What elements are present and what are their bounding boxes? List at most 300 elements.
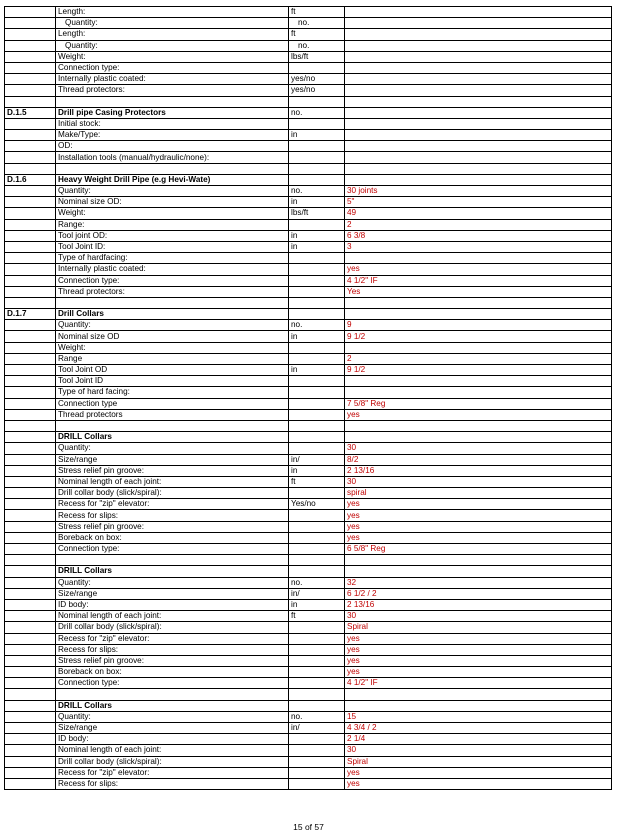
item-label-cell: Make/Type: [56, 130, 289, 141]
value-cell: 3 [345, 241, 612, 252]
value-cell [345, 420, 612, 431]
unit-cell [289, 163, 345, 174]
section-number-cell [5, 342, 56, 353]
section-number-cell [5, 655, 56, 666]
section-number-cell [5, 667, 56, 678]
item-label-cell: Thread protectors: [56, 85, 289, 96]
value-cell [345, 141, 612, 152]
value-cell [345, 309, 612, 320]
item-label-cell: Nominal length of each joint: [56, 745, 289, 756]
section-number-cell [5, 711, 56, 722]
section-number-cell [5, 745, 56, 756]
value-cell [345, 700, 612, 711]
unit-cell: in [289, 331, 345, 342]
value-cell: 15 [345, 711, 612, 722]
value-cell: 6 3/8 [345, 230, 612, 241]
section-number-cell [5, 51, 56, 62]
section-number-cell [5, 678, 56, 689]
value-cell: yes [345, 521, 612, 532]
unit-cell [289, 443, 345, 454]
item-label-cell: Initial stock: [56, 118, 289, 129]
table-row [5, 577, 612, 588]
unit-cell: ft [289, 29, 345, 40]
table-row [5, 163, 612, 174]
value-cell [345, 62, 612, 73]
table-row [5, 331, 612, 342]
table-row [5, 633, 612, 644]
item-label-cell: Weight: [56, 342, 289, 353]
section-number-cell [5, 454, 56, 465]
item-label-cell: ID body: [56, 599, 289, 610]
item-label-cell: Stress relief pin groove: [56, 465, 289, 476]
unit-cell [289, 152, 345, 163]
item-label-cell [56, 297, 289, 308]
table-row [5, 767, 612, 778]
item-label-cell: Length: [56, 7, 289, 18]
section-number-cell [5, 18, 56, 29]
table-row [5, 219, 612, 230]
unit-cell [289, 689, 345, 700]
unit-cell: lbs/ft [289, 208, 345, 219]
table-row [5, 40, 612, 51]
section-number-cell [5, 476, 56, 487]
unit-cell [289, 700, 345, 711]
item-label-cell: DRILL Collars [56, 566, 289, 577]
unit-cell [289, 432, 345, 443]
specification-table-body [5, 7, 612, 790]
value-cell [345, 51, 612, 62]
section-number-cell [5, 778, 56, 789]
table-row [5, 51, 612, 62]
item-label-cell [56, 420, 289, 431]
value-cell: 5" [345, 197, 612, 208]
item-label-cell: Weight: [56, 208, 289, 219]
value-cell: yes [345, 409, 612, 420]
value-cell: Spiral [345, 622, 612, 633]
item-label-cell: Nominal length of each joint: [56, 611, 289, 622]
table-row [5, 74, 612, 85]
table-row [5, 566, 612, 577]
value-cell [345, 566, 612, 577]
table-row [5, 18, 612, 29]
table-row [5, 398, 612, 409]
unit-cell [289, 219, 345, 230]
section-number-cell [5, 7, 56, 18]
item-label-cell: Connection type [56, 398, 289, 409]
table-row [5, 286, 612, 297]
table-row [5, 29, 612, 40]
unit-cell: in/ [289, 454, 345, 465]
unit-cell: lbs/ft [289, 51, 345, 62]
table-row [5, 443, 612, 454]
unit-cell: Yes/no [289, 499, 345, 510]
item-label-cell: Quantity: [56, 18, 289, 29]
section-number-cell: D.1.7 [5, 309, 56, 320]
unit-cell [289, 488, 345, 499]
value-cell: 2 1/4 [345, 734, 612, 745]
value-cell: 4 1/2" IF [345, 678, 612, 689]
table-row [5, 689, 612, 700]
section-number-cell [5, 532, 56, 543]
section-number-cell [5, 409, 56, 420]
value-cell: yes [345, 655, 612, 666]
section-number-cell [5, 186, 56, 197]
item-label-cell: Thread protectors: [56, 286, 289, 297]
item-label-cell: Range [56, 353, 289, 364]
item-label-cell: Heavy Weight Drill Pipe (e.g Hevi-Wate) [56, 174, 289, 185]
table-row [5, 622, 612, 633]
unit-cell [289, 745, 345, 756]
unit-cell [289, 544, 345, 555]
section-number-cell [5, 286, 56, 297]
item-label-cell: Recess for slips: [56, 778, 289, 789]
table-row [5, 118, 612, 129]
item-label-cell: Recess for slips: [56, 644, 289, 655]
table-row [5, 723, 612, 734]
unit-cell: no. [289, 107, 345, 118]
table-row [5, 510, 612, 521]
item-label-cell: Tool joint OD: [56, 230, 289, 241]
item-label-cell: Recess for "zip" elevator: [56, 767, 289, 778]
value-cell: Yes [345, 286, 612, 297]
value-cell: 9 1/2 [345, 365, 612, 376]
item-label-cell: Stress relief pin groove: [56, 655, 289, 666]
value-cell: 9 [345, 320, 612, 331]
table-row [5, 488, 612, 499]
table-row [5, 186, 612, 197]
item-label-cell [56, 555, 289, 566]
unit-cell [289, 174, 345, 185]
value-cell: yes [345, 633, 612, 644]
table-row [5, 376, 612, 387]
value-cell: 2 [345, 353, 612, 364]
unit-cell [289, 96, 345, 107]
unit-cell [289, 633, 345, 644]
table-row [5, 7, 612, 18]
table-row [5, 745, 612, 756]
item-label-cell: Recess for "zip" elevator: [56, 633, 289, 644]
table-row [5, 644, 612, 655]
section-number-cell [5, 544, 56, 555]
table-row [5, 599, 612, 610]
section-number-cell [5, 588, 56, 599]
value-cell: 2 [345, 219, 612, 230]
item-label-cell: Drill collar body (slick/spiral): [56, 488, 289, 499]
item-label-cell: Weight: [56, 51, 289, 62]
table-row [5, 353, 612, 364]
value-cell: 4 3/4 / 2 [345, 723, 612, 734]
item-label-cell: Nominal size OD [56, 331, 289, 342]
table-row [5, 208, 612, 219]
section-number-cell [5, 622, 56, 633]
table-row [5, 611, 612, 622]
section-number-cell: D.1.6 [5, 174, 56, 185]
table-row [5, 342, 612, 353]
section-number-cell [5, 376, 56, 387]
section-number-cell [5, 689, 56, 700]
unit-cell [289, 510, 345, 521]
section-number-cell [5, 208, 56, 219]
table-row [5, 241, 612, 252]
section-number-cell [5, 118, 56, 129]
item-label-cell: Nominal length of each joint: [56, 476, 289, 487]
item-label-cell: Quantity: [56, 577, 289, 588]
item-label-cell [56, 96, 289, 107]
item-label-cell: Type of hardfacing: [56, 253, 289, 264]
unit-cell: ft [289, 476, 345, 487]
section-number-cell [5, 599, 56, 610]
unit-cell: yes/no [289, 85, 345, 96]
unit-cell [289, 376, 345, 387]
value-cell [345, 130, 612, 141]
item-label-cell: Quantity: [56, 40, 289, 51]
section-number-cell [5, 264, 56, 275]
value-cell [345, 118, 612, 129]
item-label-cell: Quantity: [56, 320, 289, 331]
unit-cell: in [289, 241, 345, 252]
item-label-cell: Tool Joint OD [56, 365, 289, 376]
section-number-cell [5, 443, 56, 454]
value-cell: 32 [345, 577, 612, 588]
unit-cell: no. [289, 186, 345, 197]
table-row [5, 420, 612, 431]
specification-table [4, 6, 612, 790]
table-row [5, 107, 612, 118]
section-number-cell [5, 297, 56, 308]
table-row [5, 96, 612, 107]
value-cell [345, 387, 612, 398]
value-cell: yes [345, 767, 612, 778]
unit-cell: no. [289, 711, 345, 722]
section-number-cell [5, 40, 56, 51]
table-row [5, 756, 612, 767]
table-row [5, 465, 612, 476]
section-number-cell [5, 521, 56, 532]
unit-cell [289, 678, 345, 689]
unit-cell: in [289, 599, 345, 610]
section-number-cell [5, 465, 56, 476]
section-number-cell [5, 398, 56, 409]
table-row [5, 544, 612, 555]
unit-cell [289, 286, 345, 297]
unit-cell: no. [289, 577, 345, 588]
section-number-cell [5, 29, 56, 40]
section-number-cell [5, 130, 56, 141]
unit-cell [289, 264, 345, 275]
table-row [5, 174, 612, 185]
value-cell [345, 96, 612, 107]
section-number-cell [5, 141, 56, 152]
table-row [5, 521, 612, 532]
table-row [5, 85, 612, 96]
item-label-cell: Quantity: [56, 711, 289, 722]
item-label-cell: Internally plastic coated: [56, 264, 289, 275]
unit-cell [289, 309, 345, 320]
table-row [5, 499, 612, 510]
section-number-cell [5, 644, 56, 655]
section-number-cell [5, 767, 56, 778]
unit-cell: in [289, 230, 345, 241]
item-label-cell: Size/range [56, 454, 289, 465]
unit-cell [289, 342, 345, 353]
table-row [5, 130, 612, 141]
item-label-cell: Thread protectors [56, 409, 289, 420]
item-label-cell: Quantity: [56, 443, 289, 454]
value-cell: 6 5/8" Reg [345, 544, 612, 555]
item-label-cell: DRILL Collars [56, 432, 289, 443]
item-label-cell: Size/range [56, 723, 289, 734]
unit-cell [289, 398, 345, 409]
section-number-cell [5, 230, 56, 241]
unit-cell [289, 734, 345, 745]
value-cell: 9 1/2 [345, 331, 612, 342]
unit-cell [289, 622, 345, 633]
value-cell: yes [345, 644, 612, 655]
item-label-cell: Recess for slips: [56, 510, 289, 521]
value-cell [345, 253, 612, 264]
unit-cell [289, 275, 345, 286]
value-cell [345, 85, 612, 96]
unit-cell [289, 253, 345, 264]
table-row [5, 253, 612, 264]
item-label-cell: Drill collar body (slick/spiral): [56, 756, 289, 767]
table-row [5, 309, 612, 320]
unit-cell [289, 521, 345, 532]
section-number-cell [5, 74, 56, 85]
table-row [5, 409, 612, 420]
item-label-cell: DRILL Collars [56, 700, 289, 711]
unit-cell: in/ [289, 588, 345, 599]
value-cell: 2 13/16 [345, 465, 612, 476]
item-label-cell: Stress relief pin groove: [56, 521, 289, 532]
section-number-cell [5, 152, 56, 163]
table-row [5, 264, 612, 275]
section-number-cell [5, 611, 56, 622]
unit-cell [289, 532, 345, 543]
value-cell [345, 555, 612, 566]
item-label-cell [56, 689, 289, 700]
section-number-cell [5, 331, 56, 342]
value-cell: 30 [345, 476, 612, 487]
section-number-cell [5, 420, 56, 431]
value-cell: 30 [345, 443, 612, 454]
value-cell: yes [345, 667, 612, 678]
item-label-cell: Drill pipe Casing Protectors [56, 107, 289, 118]
table-row [5, 734, 612, 745]
value-cell: yes [345, 510, 612, 521]
unit-cell: in [289, 365, 345, 376]
value-cell: 49 [345, 208, 612, 219]
value-cell [345, 297, 612, 308]
unit-cell: in [289, 197, 345, 208]
section-number-cell [5, 320, 56, 331]
section-number-cell [5, 499, 56, 510]
value-cell: yes [345, 264, 612, 275]
unit-cell [289, 756, 345, 767]
value-cell [345, 432, 612, 443]
section-number-cell [5, 85, 56, 96]
unit-cell: in [289, 465, 345, 476]
section-number-cell [5, 219, 56, 230]
value-cell: Spiral [345, 756, 612, 767]
section-number-cell [5, 163, 56, 174]
section-number-cell [5, 723, 56, 734]
table-row [5, 454, 612, 465]
table-row [5, 230, 612, 241]
value-cell [345, 689, 612, 700]
value-cell: 30 joints [345, 186, 612, 197]
section-number-cell [5, 62, 56, 73]
value-cell: spiral [345, 488, 612, 499]
item-label-cell: Boreback on box: [56, 532, 289, 543]
unit-cell [289, 767, 345, 778]
section-number-cell [5, 241, 56, 252]
table-row [5, 476, 612, 487]
value-cell: 30 [345, 611, 612, 622]
table-row [5, 365, 612, 376]
unit-cell: ft [289, 611, 345, 622]
unit-cell [289, 655, 345, 666]
unit-cell [289, 409, 345, 420]
table-row [5, 152, 612, 163]
unit-cell [289, 118, 345, 129]
value-cell [345, 29, 612, 40]
unit-cell: in/ [289, 723, 345, 734]
unit-cell [289, 566, 345, 577]
item-label-cell: Quantity: [56, 186, 289, 197]
value-cell: 7 5/8" Reg [345, 398, 612, 409]
section-number-cell [5, 555, 56, 566]
unit-cell [289, 353, 345, 364]
value-cell: yes [345, 499, 612, 510]
table-row [5, 667, 612, 678]
value-cell [345, 18, 612, 29]
section-number-cell [5, 96, 56, 107]
unit-cell: yes/no [289, 74, 345, 85]
item-label-cell: Recess for "zip" elevator: [56, 499, 289, 510]
item-label-cell: Installation tools (manual/hydraulic/none): [56, 152, 289, 163]
table-row [5, 387, 612, 398]
table-row [5, 197, 612, 208]
table-row [5, 711, 612, 722]
item-label-cell: Connection type: [56, 62, 289, 73]
value-cell [345, 107, 612, 118]
value-cell: 2 13/16 [345, 599, 612, 610]
section-number-cell [5, 365, 56, 376]
section-number-cell [5, 566, 56, 577]
item-label-cell: Tool Joint ID: [56, 241, 289, 252]
table-row [5, 432, 612, 443]
unit-cell: no. [289, 40, 345, 51]
item-label-cell: Length: [56, 29, 289, 40]
unit-cell: in [289, 130, 345, 141]
table-row [5, 778, 612, 789]
item-label-cell: Boreback on box: [56, 667, 289, 678]
value-cell [345, 74, 612, 85]
section-number-cell [5, 756, 56, 767]
table-row [5, 555, 612, 566]
section-number-cell [5, 197, 56, 208]
table-row [5, 532, 612, 543]
value-cell [345, 174, 612, 185]
section-number-cell [5, 734, 56, 745]
item-label-cell: Tool Joint ID [56, 376, 289, 387]
item-label-cell: Connection type: [56, 678, 289, 689]
table-row [5, 141, 612, 152]
table-row [5, 320, 612, 331]
unit-cell: no. [289, 18, 345, 29]
unit-cell [289, 62, 345, 73]
